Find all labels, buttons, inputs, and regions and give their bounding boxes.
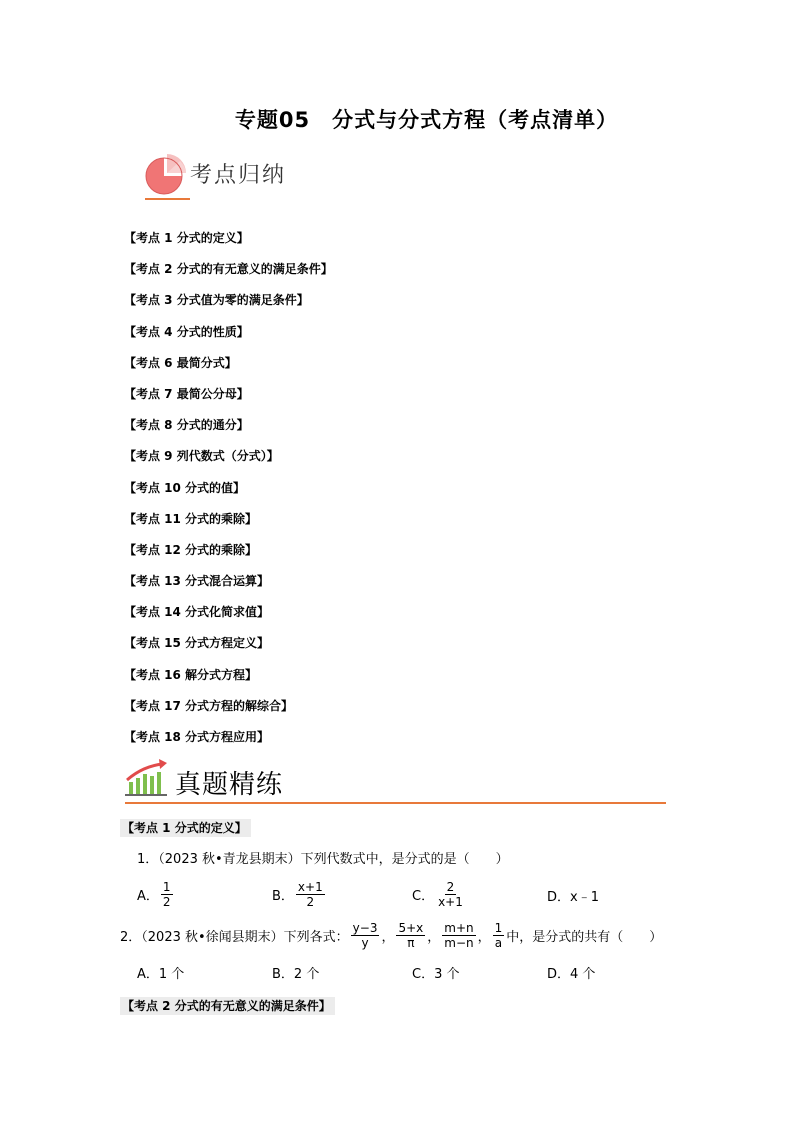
separator: ， bbox=[381, 930, 395, 945]
denominator: 2 bbox=[162, 895, 171, 909]
toc-item: 【考点 11 分式的乘除】 bbox=[124, 511, 258, 526]
option-label: B． bbox=[272, 889, 294, 904]
toc-item: 【考点 16 解分式方程】 bbox=[124, 667, 258, 682]
toc-item: 【考点 18 分式方程应用】 bbox=[124, 730, 270, 744]
numerator: y−3 bbox=[352, 921, 378, 935]
toc-item: 【考点 14 分式化简求值】 bbox=[124, 605, 270, 620]
stem-suffix: 中，是分式的共有（ ） bbox=[506, 930, 663, 945]
numerator: 2 bbox=[446, 880, 455, 894]
toc-item: 【考点 3 分式值为零的满足条件】 bbox=[124, 293, 309, 308]
document-title: 专题05 分式与分式方程（考点清单） bbox=[234, 108, 619, 132]
fraction bbox=[296, 880, 325, 909]
toc-item: 【考点 4 分式的性质】 bbox=[124, 324, 249, 339]
numerator: x+1 bbox=[297, 880, 323, 894]
q1-option-c bbox=[412, 880, 467, 909]
numerator: 1 bbox=[494, 921, 503, 935]
option-text: x﹣1 bbox=[570, 890, 599, 905]
numerator: m+n bbox=[444, 921, 474, 935]
toc-item: 【考点 2 分式的有无意义的满足条件】 bbox=[124, 262, 333, 277]
denominator: y bbox=[361, 936, 369, 950]
section-header-kaodian bbox=[142, 150, 342, 206]
denominator: a bbox=[494, 936, 503, 950]
denominator: m−n bbox=[444, 936, 474, 950]
fraction bbox=[436, 880, 465, 909]
toc-item: 【考点 6 最简分式】 bbox=[124, 355, 237, 370]
q2-option-d: D．4 个 bbox=[547, 967, 596, 982]
topic-tag: 【考点 2 分式的有无意义的满足条件】 bbox=[120, 997, 335, 1015]
fraction bbox=[351, 921, 380, 950]
toc-item: 【考点 7 最简公分母】 bbox=[124, 386, 249, 401]
numerator: 5+x bbox=[398, 921, 424, 935]
bar-chart-arrow-icon bbox=[125, 758, 171, 798]
toc-list bbox=[124, 228, 574, 758]
denominator: x+1 bbox=[438, 895, 463, 909]
fraction bbox=[161, 880, 173, 909]
toc-item: 【考点 13 分式混合运算】 bbox=[124, 574, 270, 589]
q1-option-a bbox=[137, 880, 175, 909]
fraction bbox=[493, 921, 505, 950]
section-title: 考点归纳 bbox=[190, 163, 287, 188]
toc-item: 【考点 9 列代数式（分式）】 bbox=[124, 449, 279, 464]
q2-option-c: C．3 个 bbox=[412, 967, 460, 982]
option-label: A． bbox=[137, 889, 159, 904]
q1-option-d bbox=[547, 886, 599, 905]
pie-chart-icon bbox=[144, 152, 188, 196]
question-1-stem: 1．（2023 秋•青龙县期末）下列代数式中，是分式的是（ ） bbox=[137, 852, 509, 867]
q1-option-b bbox=[272, 880, 327, 909]
section-title: 真题精练 bbox=[175, 770, 284, 800]
fraction bbox=[396, 921, 425, 950]
question-2-stem bbox=[120, 921, 662, 950]
toc-item: 【考点 17 分式方程的解综合】 bbox=[124, 698, 294, 713]
numerator: 1 bbox=[162, 880, 171, 894]
toc-item: 【考点 10 分式的值】 bbox=[124, 480, 246, 495]
section-header-zhenti bbox=[125, 758, 670, 806]
fraction bbox=[442, 921, 475, 950]
section-rule bbox=[125, 802, 666, 804]
topic-tag: 【考点 1 分式的定义】 bbox=[120, 819, 251, 837]
separator: ， bbox=[427, 930, 441, 945]
denominator: 2 bbox=[306, 895, 315, 909]
separator: ， bbox=[477, 930, 491, 945]
toc-item: 【考点 15 分式方程定义】 bbox=[124, 636, 270, 651]
q2-option-b: B．2 个 bbox=[272, 967, 320, 982]
section-underline bbox=[145, 198, 190, 200]
option-label: C． bbox=[412, 889, 435, 904]
toc-item: 【考点 12 分式的乘除】 bbox=[124, 542, 258, 557]
stem-prefix: 2．（2023 秋•徐闻县期末）下列各式： bbox=[120, 930, 349, 945]
toc-item: 【考点 8 分式的通分】 bbox=[124, 418, 249, 433]
option-label: D． bbox=[547, 890, 571, 905]
q2-option-a: A．1 个 bbox=[137, 967, 185, 982]
toc-item: 【考点 1 分式的定义】 bbox=[124, 231, 249, 245]
denominator: π bbox=[407, 936, 415, 950]
